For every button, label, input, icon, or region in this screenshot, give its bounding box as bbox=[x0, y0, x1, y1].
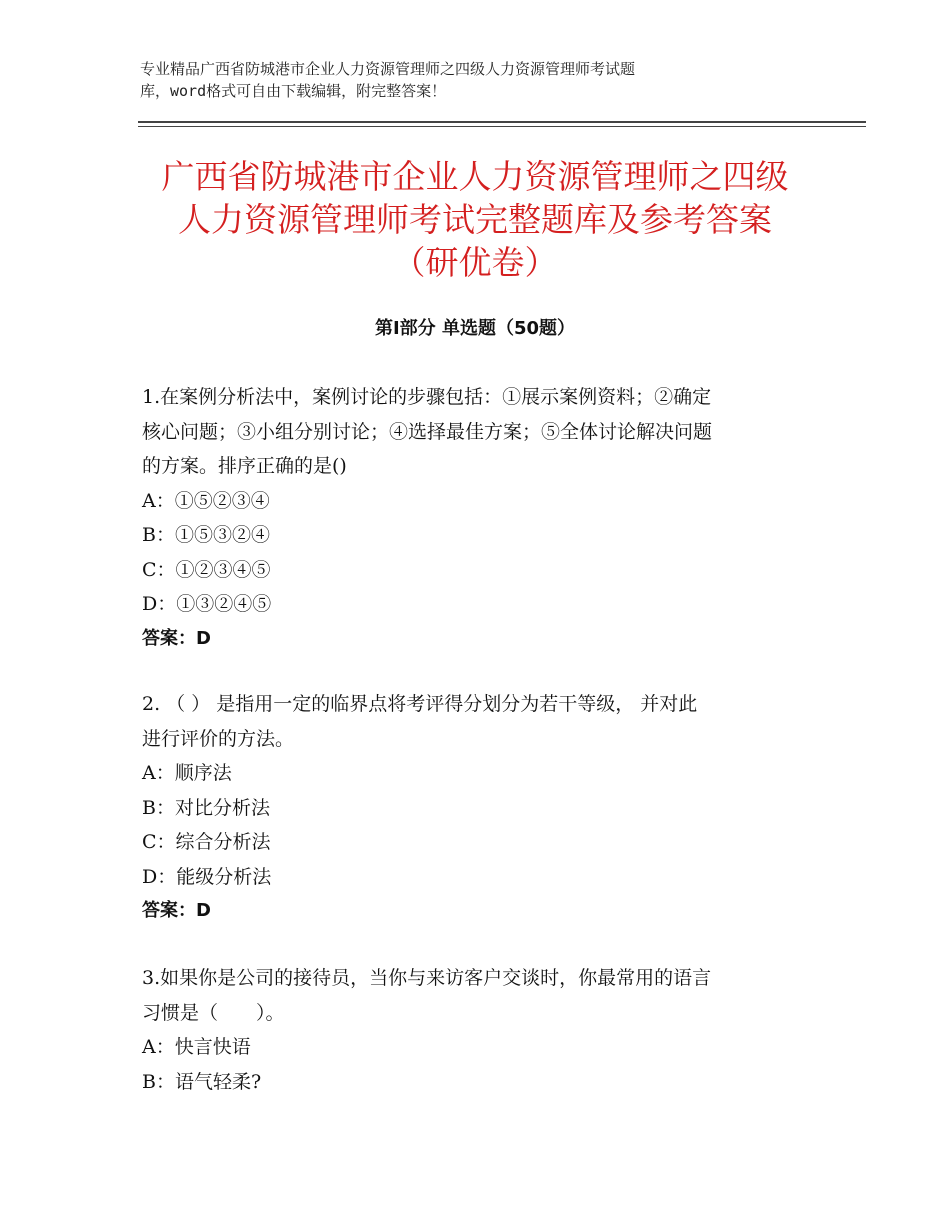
option-c: C：①②③④⑤ bbox=[142, 558, 271, 581]
title-line: 广西省防城港市企业人力资源管理师之四级 bbox=[161, 157, 789, 196]
question-text-line: 核心问题；③小组分别讨论；④选择最佳方案；⑤全体讨论解决问题 bbox=[142, 420, 713, 443]
option-b: B：语气轻柔? bbox=[142, 1070, 262, 1093]
header-divider-thin bbox=[138, 126, 866, 127]
header-divider-thick bbox=[138, 121, 866, 123]
answer-label: 答案：D bbox=[142, 627, 211, 649]
document-title bbox=[120, 155, 830, 284]
question-3 bbox=[142, 961, 802, 1099]
question-text-line: 进行评价的方法。 bbox=[142, 727, 295, 750]
question-text-line: 2. （ ） 是指用一定的临界点将考评得分划分为若干等级， 并对此 bbox=[142, 693, 698, 715]
header-note-line: 库，word格式可自由下载编辑，附完整答案！ bbox=[140, 82, 447, 100]
title-line: 人力资源管理师考试完整题库及参考答案 bbox=[178, 200, 772, 239]
option-d: D：能级分析法 bbox=[142, 865, 272, 888]
question-text-line: 1.在案例分析法中，案例讨论的步骤包括：①展示案例资料；②确定 bbox=[142, 386, 712, 408]
option-d: D：①③②④⑤ bbox=[142, 593, 272, 615]
question-1 bbox=[142, 380, 802, 656]
title-line: （研优卷） bbox=[392, 243, 558, 282]
option-c: C：综合分析法 bbox=[142, 831, 271, 853]
option-a: A：快言快语 bbox=[142, 1036, 251, 1058]
section-heading: 第Ⅰ部分 单选题（50题） bbox=[374, 318, 575, 339]
header-note-line: 专业精品广西省防城港市企业人力资源管理师之四级人力资源管理师考试题 bbox=[140, 60, 636, 78]
header-note bbox=[140, 58, 780, 102]
question-text-line: 习惯是（ ）。 bbox=[142, 1001, 285, 1024]
question-text-line: 的方案。排序正确的是() bbox=[142, 455, 347, 477]
answer-label: 答案：D bbox=[142, 900, 211, 921]
option-a: A：顺序法 bbox=[142, 762, 232, 784]
option-b: B：①⑤③②④ bbox=[142, 524, 270, 546]
question-2 bbox=[142, 687, 802, 929]
option-b: B：对比分析法 bbox=[142, 796, 270, 819]
question-text-line: 3.如果你是公司的接待员，当你与来访客户交谈时，你最常用的语言 bbox=[142, 967, 712, 989]
option-a: A：①⑤②③④ bbox=[142, 489, 270, 512]
